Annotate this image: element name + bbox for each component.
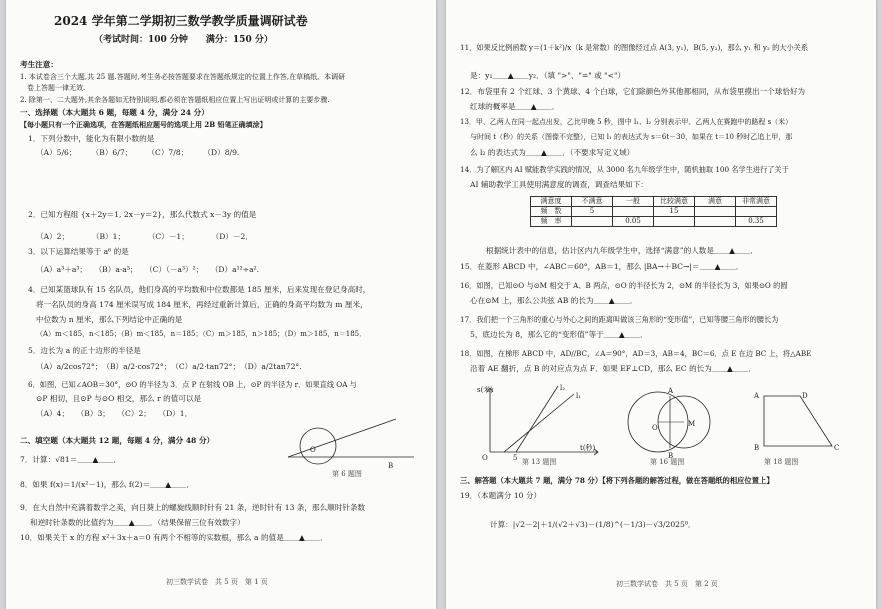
question-7: 7．计算：√81＝＿＿▲＿＿． xyxy=(20,455,122,464)
exam-page-1 xyxy=(6,0,436,609)
table-cell: 0.05 xyxy=(613,217,654,227)
note-1-cont: 卷上答题一律无效. xyxy=(20,84,86,92)
page-1-footer: 初三数学试卷 共 5 页 第 1 页 xyxy=(166,578,268,586)
label-origin: O xyxy=(482,454,488,462)
question-14-tail: 根据统计表中的信息，估计区内九年级学生中，选择“满意”的人数是＿＿▲＿＿． xyxy=(486,246,758,255)
question-19: 19．（本题满分 10 分） xyxy=(460,491,542,500)
page-2-footer: 初三数学试卷 共 5 页 第 2 页 xyxy=(616,580,718,588)
section-1-heading: 一、选择题（本大题共 6 题，每题 4 分，满分 24 分） xyxy=(20,108,209,117)
table-cell xyxy=(613,207,654,217)
question-19-expression: 计算：|√2－2|＋1/(√2＋√3)－(1/8)^(－1/3)－√3/2025⁰． xyxy=(490,520,696,529)
figure-13-caption: 第 13 题图 xyxy=(522,458,557,466)
table-header-cell: 非常满意 xyxy=(736,197,777,207)
question-9-line-2: 和逆时针条数的比值约为＿＿▲＿＿．（结果保留三位有效数字） xyxy=(30,518,245,527)
table-header-cell: 满意度 xyxy=(531,197,572,207)
figure-16 xyxy=(618,378,728,462)
table-cell xyxy=(695,207,736,217)
label-b: B xyxy=(754,444,760,452)
section-2-heading: 二、填空题（本大题共 12 题，每题 4 分，满分 48 分） xyxy=(20,436,215,445)
label-a: A xyxy=(668,387,674,395)
label-o: O xyxy=(310,446,316,454)
question-5: 5．边长为 a 的正十边形的半径是 xyxy=(28,346,141,355)
note-1: 1. 本试卷含三个大题,共 25 题.答题时,考生务必按答题要求在答题纸规定的位置上作答,在草稿纸、本调研 xyxy=(20,73,346,81)
figure-18 xyxy=(746,384,856,456)
question-17-line-1: 17．我们把一个三角形的重心与外心之间的距离叫做该三角形的“变形值”，已知等腰三角形的腰长为 xyxy=(460,315,779,324)
table-cell xyxy=(654,217,695,227)
label-o: O xyxy=(652,424,658,432)
section-1-note: 【每小题只有一个正确选项，在答题纸相应题号的选项上用 2B 铅笔正确填涂】 xyxy=(20,120,267,129)
question-5-options: （A）a/2cos72°； （B）a/2·cos72°； （C）a/2·tan72°； （D）a/2tan72°. xyxy=(36,362,302,371)
exam-page-2 xyxy=(446,0,876,609)
label-s: s(米) xyxy=(477,386,494,394)
line-l2 xyxy=(516,386,558,452)
label-b: B xyxy=(388,462,394,470)
question-4-options: （A）m＜185，n＜185；（B）m＜185，n＝185；（C）m＞185，n＞185；（D）m＞185，n＝185． xyxy=(36,330,367,338)
trapezoid-abcd xyxy=(764,396,832,446)
question-14-line-1: 14．为了解区内 AI 赋能教学实践的情况，从 3000 名九年级学生中，随机抽取 100 名学生进行了关于 xyxy=(460,165,789,174)
question-12-line-1: 12．布袋里有 2 个红球、3 个黄球、4 个白球，它们除颜色外其他都相同，从布袋里摸出一个球恰好为 xyxy=(460,87,806,96)
table-header-cell: 比较满意 xyxy=(654,197,695,207)
ray-oa xyxy=(288,419,396,457)
table-header-cell: 满意 xyxy=(695,197,736,207)
question-13-line-2: 与时间 t（秒）的关系（图像不完整），已知 l₁ 的表达式为 s＝6t－30，如果在 t＝10 秒时乙追上甲，那 xyxy=(470,133,793,141)
table-cell: 5 xyxy=(572,207,613,217)
label-c: C xyxy=(834,444,840,452)
table-row xyxy=(531,207,777,217)
question-16-line-1: 16．如图，已知⊙O 与⊙M 相交于 A、B 两点，⊙O 的半径长为 2，⊙M 的半径长为 3，如果⊙O 的圆 xyxy=(460,281,788,290)
exam-title: 2024 学年第二学期初三数学教学质量调研试卷 xyxy=(54,14,308,28)
label-d: D xyxy=(802,392,808,400)
label-b: B xyxy=(668,452,674,460)
table-cell xyxy=(736,207,777,217)
figure-18-caption: 第 18 题图 xyxy=(764,458,799,466)
question-1-options: （A）5/6； （B）6/7； （C）7/8； （D）8/9. xyxy=(36,148,240,157)
question-3-options: （A）a³＋a³； （B）a·a⁵； （C）（－a³）²； （D）a¹²÷a². xyxy=(36,265,260,274)
table-cell: 频 率 xyxy=(531,217,572,227)
note-2: 2. 除第一、二大题外,其余各题如无特别说明,都必须在答题纸相应位置上写出证明或计算的主要步骤. xyxy=(20,96,330,104)
question-12-line-2: 红球的概率是＿＿▲＿＿． xyxy=(470,102,560,111)
label-m: M xyxy=(688,420,696,428)
table-cell: 0.35 xyxy=(736,217,777,227)
question-4-line-1: 4．已知某篮球队有 15 名队员，他们身高的平均数和中位数都是 185 厘米，后来发现在登记身高时， xyxy=(28,285,371,294)
question-1: 1．下列分数中，能化为有限小数的是 xyxy=(28,134,155,143)
figure-6-caption: 第 6 题图 xyxy=(332,470,362,478)
question-4-line-2: 将一名队员的身高 174 厘米误写成 184 厘米，再经过重新计算后，正确的身高平均数为 m 厘米， xyxy=(36,300,368,309)
notes-heading: 考生注意： xyxy=(20,60,58,69)
table-cell: 15 xyxy=(654,207,695,217)
label-l2: l₂ xyxy=(560,384,566,392)
question-9-line-1: 9．在大自然中充满着数学之美，向日葵上的螺旋线顺时针有 21 条，逆时针有 13 条，那么顺时针条数 xyxy=(20,503,366,512)
table-header-cell: 一般 xyxy=(613,197,654,207)
label-a: A xyxy=(754,392,760,400)
question-18-line-1: 18．如图，在梯形 ABCD 中，AD//BC，∠A＝90°，AD＝3，AB＝4，BC＝6．点 E 在边 BC 上，将△ABE xyxy=(460,349,812,358)
satisfaction-table xyxy=(530,196,777,227)
question-11-line-2: 是：y₁＿＿▲＿＿y₂．（填 ">"、"=" 或 "<"） xyxy=(470,71,626,80)
label-t: t(秒) xyxy=(580,444,596,452)
question-10: 10．如果关于 x 的方程 x²＋3x＋a＝0 有两个不相等的实数根，那么 a 的值是＿＿▲＿＿． xyxy=(20,533,328,542)
figure-13 xyxy=(476,380,606,462)
question-17-line-2: 5，底边长为 8，那么它的“变形值”等于＿＿▲＿＿． xyxy=(470,330,648,339)
question-14-line-2: AI 辅助教学工具使用满意度的调查，调查结果如下： xyxy=(470,180,648,189)
table-cell xyxy=(695,217,736,227)
question-2: 2．已知方程组 {x＋2y＝1, 2x－y＝2}，那么代数式 x－3y 的值是 xyxy=(28,210,257,219)
line-l1 xyxy=(504,394,574,452)
label-l1: l₁ xyxy=(576,392,582,400)
question-6-line-2: ⊙P 相切，且⊙P 与⊙O 相交，那么 r 的值可以是 xyxy=(36,394,202,403)
question-15: 15．在菱形 ABCD 中，∠ABC＝60°，AB＝1，那么 |BA→＋BC→|＝＿＿▲＿＿． xyxy=(460,262,744,271)
question-13-line-3: 么 l₂ 的表达式为＿＿▲＿＿．（不要求写定义域） xyxy=(470,148,635,157)
table-header-cell: 不满意 xyxy=(572,197,613,207)
question-16-line-2: 心在⊙M 上，那么公共弦 AB 的长为＿＿▲＿＿． xyxy=(470,296,638,305)
table-cell xyxy=(572,217,613,227)
circle-o xyxy=(300,428,336,464)
question-6-line-1: 6．如图，已知∠AOB＝30°，⊙O 的半径为 3．点 P 在射线 OB 上，⊙P 的半径为 r．如果直线 OA 与 xyxy=(28,380,357,389)
question-8: 8．如果 f(x)＝1/(x²－1)，那么 f(2)＝＿＿▲＿＿． xyxy=(20,480,194,489)
question-13-line-1: 13．甲、乙两人在同一起点出发，乙比甲晚 5 秒，图中 l₁、l₂ 分别表示甲、乙两人在赛跑中的路程 s（米） xyxy=(460,118,793,126)
question-11-line-1: 11．如果反比例函数 y＝(1＋k²)/x（k 是常数）的图像经过点 A(3, y₁)，B(5, y₂)，那么 y₁ 和 y₂ 的大小关系 xyxy=(460,43,809,52)
label-five: 5 xyxy=(513,454,518,462)
table-row xyxy=(531,217,777,227)
exam-subtitle: （考试时间：100 分钟 满分：150 分） xyxy=(94,35,273,45)
table-cell: 频 数 xyxy=(531,207,572,217)
table-header-row xyxy=(531,197,777,207)
section-3-heading: 三、解答题（本大题共 7 题，满分 78 分）【将下列各题的解答过程，做在答题纸的相应位置上】 xyxy=(460,476,774,485)
question-4-line-3: 中位数为 n 厘米，那么下列结论中正确的是 xyxy=(36,315,183,324)
question-6-options: （A）4； （B）3； （C）2； （D）1． xyxy=(36,409,193,418)
question-18-line-2: 沿着 AE 翻折，点 B 的对应点为点 F．如果 EF⊥CD，那么 EC 的长为＿＿▲＿＿． xyxy=(470,364,756,373)
question-2-options: （A）2； （B）1； （C）－1； （D）－2． xyxy=(36,232,253,241)
figure-16-caption: 第 16 题图 xyxy=(650,458,685,466)
question-3: 3．以下运算结果等于 a⁶ 的是 xyxy=(28,247,129,256)
